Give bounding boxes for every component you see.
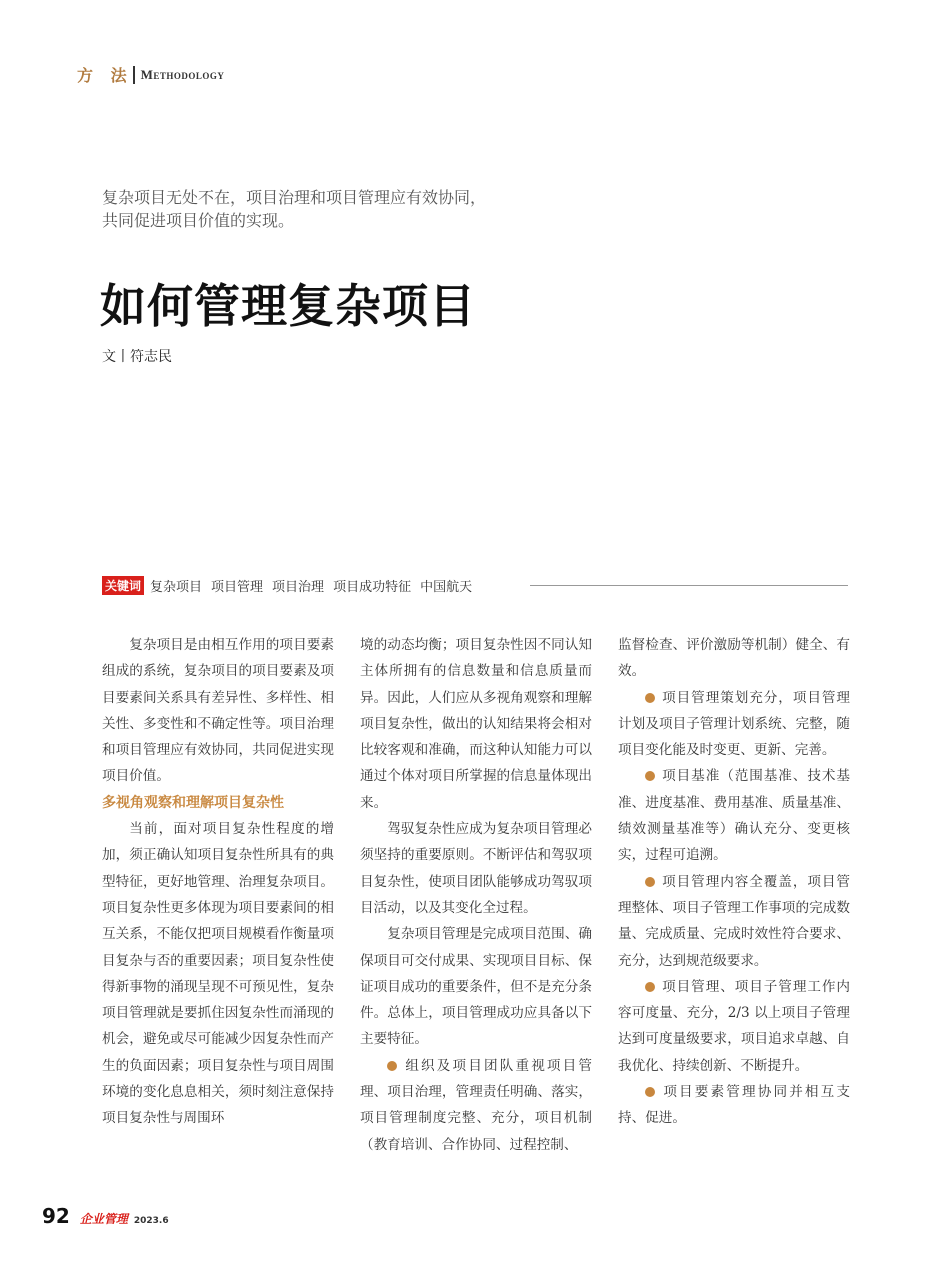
bullet-icon [645,982,655,992]
bullet-icon [645,771,655,781]
keyword-item: 项目管理 [211,580,264,595]
body-column-1 [102,632,334,1132]
bullet-paragraph [618,763,850,868]
bullet-icon [645,693,655,703]
bullet-paragraph [360,1053,592,1158]
paragraph: 当前，面对项目复杂性程度的增加，须正确认知项目复杂性所具有的典型特征，更好地管理、治理复杂项目。项目复杂性更多体现为项目要素间的相互关系，不能仅把项目规模看作衡量项目复杂与否的重要因素；项目复杂性使得新事物的涌现呈现不可预见性，复杂项目管理就是要抓住因复杂性而涌现的机会，避免或尽可能减少因复杂性而产生的负面因素；项目复杂性与项目周围环境的变化息息相关，须时刻注意保持项目复杂性与周围环 [102,821,334,1127]
bullet-text: 组织及项目团队重视项目管理、项目治理，管理责任明确、落实，项目管理制度完整、充分，项目机制（教育培训、合作协同、过程控制、 [360,1057,592,1153]
paragraph: 复杂项目管理是完成项目范围、确保项目可交付成果、实现项目目标、保证项目成功的重要条件，但不是充分条件。总体上，项目管理成功应具备以下主要特征。 [360,926,592,1048]
bullet-paragraph [618,974,850,1079]
paragraph: 复杂项目是由相互作用的项目要素组成的系统，复杂项目的项目要素及项目要素间关系具有差异性、多样性、相关性、多变性和不确定性等。项目治理和项目管理应有效协同，共同促进实现项目价值。 [102,637,334,785]
bullet-paragraph [618,869,850,974]
section-name-en: Methodology [140,66,225,82]
section-name-cn: 方 法 [77,66,133,85]
bullet-paragraph [618,685,850,764]
article-title: 如何管理复杂项目 [100,279,476,333]
keywords-rule [530,585,848,586]
keywords-bar [102,576,481,595]
article-lead [102,186,486,232]
lead-line-2: 共同促进项目价值的实现。 [102,211,295,230]
body-column-3 [618,632,850,1132]
section-subheading: 多视角观察和理解项目复杂性 [102,794,284,811]
section-divider [133,66,135,84]
keywords-label: 关键词 [102,576,144,595]
keyword-item: 项目治理 [272,580,325,595]
bullet-icon [387,1061,397,1071]
page-footer [42,1204,169,1228]
issue-number: 2023.6 [133,1216,169,1226]
section-header [77,63,224,86]
bullet-paragraph [618,1079,850,1132]
bullet-icon [645,1087,655,1097]
keyword-item: 项目成功特征 [333,580,412,595]
paragraph: 驾驭复杂性应成为复杂项目管理必须坚持的重要原则。不断评估和驾驭项目复杂性，使项目团队能够成功驾驭项目活动，以及其变化全过程。 [360,821,592,916]
keyword-item: 中国航天 [420,580,473,595]
article-author: 文丨符志民 [102,349,172,365]
paragraph: 监督检查、评价激励等机制）健全、有效。 [618,637,850,680]
bullet-text: 项目要素管理协同并相互支持、促进。 [618,1084,850,1127]
magazine-logo: 企业管理 [79,1212,128,1226]
keyword-item: 复杂项目 [150,580,203,595]
lead-line-1: 复杂项目无处不在，项目治理和项目管理应有效协同， [102,188,487,207]
body-column-2 [360,632,592,1158]
paragraph: 境的动态均衡；项目复杂性因不同认知主体所拥有的信息数量和信息质量而异。因此，人们应从多视角观察和理解项目复杂性，做出的认知结果将会相对比较客观和准确，而这种认知能力可以通过个体对项目所掌握的信息量体现出来。 [360,637,592,811]
bullet-text: 项目管理策划充分，项目管理计划及项目子管理计划系统、完整，随项目变化能及时变更、更新、完善。 [618,689,850,759]
bullet-text: 项目基准（范围基准、技术基准、进度基准、费用基准、质量基准、绩效测量基准等）确认充分、变更核实，过程可追溯。 [618,768,850,864]
bullet-icon [645,877,655,887]
bullet-text: 项目管理、项目子管理工作内容可度量、充分，2/3 以上项目子管理达到可度量级要求，项目追求卓越、自我优化、持续创新、不断提升。 [618,978,850,1074]
page-number: 92 [42,1204,70,1228]
bullet-text: 项目管理内容全覆盖，项目管理整体、项目子管理工作事项的完成数量、完成质量、完成时效性符合要求、充分，达到规范级要求。 [618,873,850,969]
